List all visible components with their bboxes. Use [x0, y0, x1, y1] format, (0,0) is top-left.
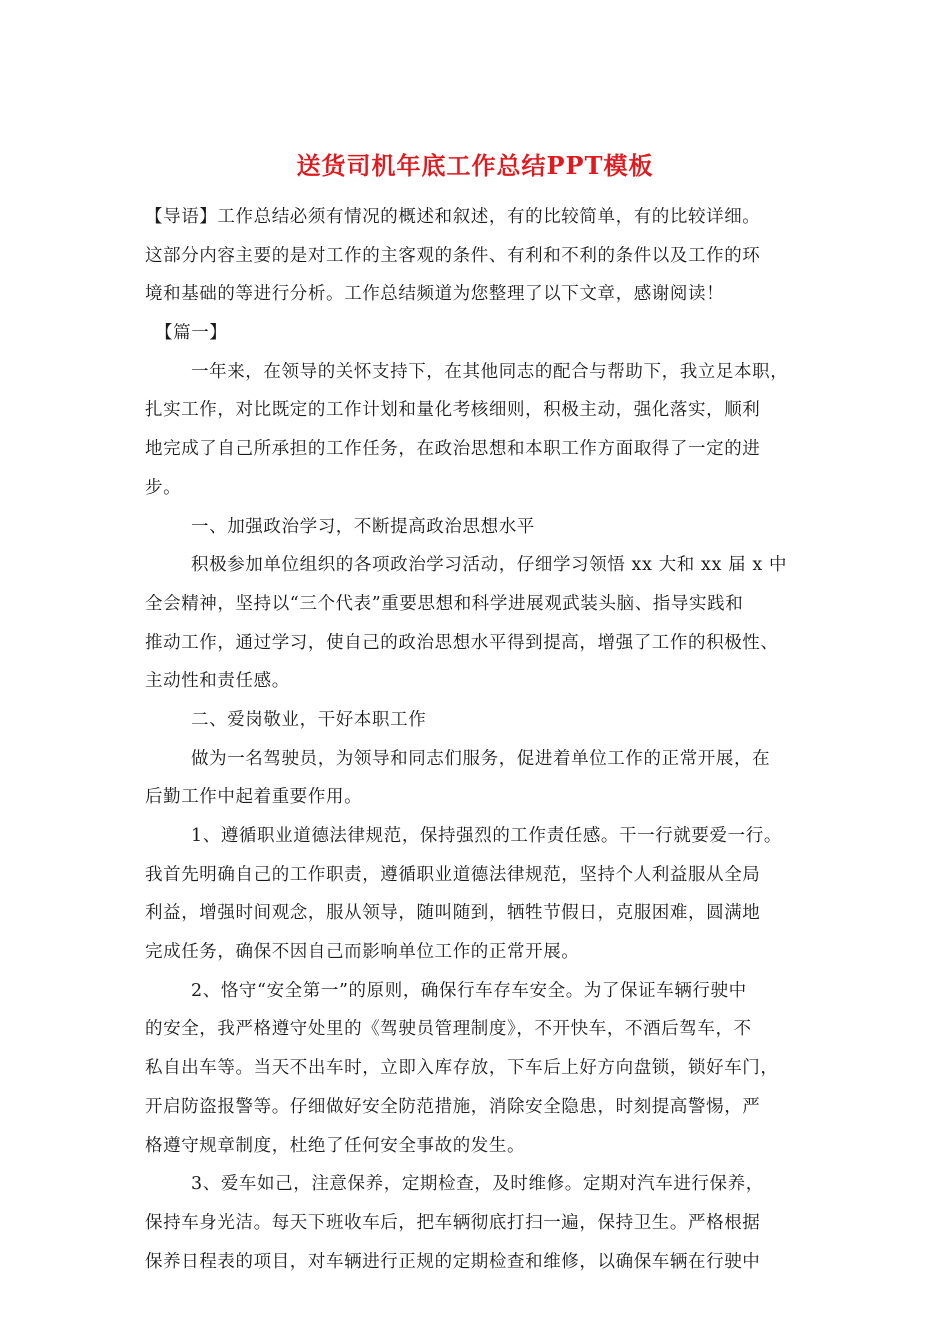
document-title: 送货司机年底工作总结PPT模板 [296, 151, 654, 180]
text-line: 这部分内容主要的是对工作的主客观的条件、有利和不利的条件以及工作的环 [145, 245, 761, 266]
text-line: 保养日程表的项目，对车辆进行正规的定期检查和维修，以确保车辆在行驶中 [145, 1251, 761, 1272]
text-line: 后勤工作中起着重要作用。 [145, 787, 363, 808]
text-line: 步。 [145, 477, 182, 498]
text-line: 全会精神，坚持以“三个代表”重要思想和科学进展观武装头脑、指导实践和 [145, 593, 744, 614]
text-line: 【导语】工作总结必须有情况的概述和叙述，有的比较简单，有的比较详细。 [145, 207, 761, 227]
text-line: 推动工作，通过学习，使自己的政治思想水平得到提高，增强了工作的积极性、 [145, 632, 779, 653]
text-line: 【篇一】 [155, 323, 228, 344]
text-line: 利益，增强时间观念，服从领导，随叫随到，牺牲节假日，克服困难，圆满地 [145, 903, 761, 924]
text-line: 积极参加单位组织的各项政治学习活动，仔细学习领悟 xx 大和 xx 届 x 中 [191, 555, 788, 576]
text-line: 的安全，我严格遵守处里的《驾驶员管理制度》，不开快车，不酒后驾车，不 [145, 1019, 752, 1040]
text-line: 一、加强政治学习，不断提高政治思想水平 [191, 516, 535, 537]
document-body [145, 198, 820, 1281]
text-line: 地完成了自己所承担的工作任务，在政治思想和本职工作方面取得了一定的进 [145, 439, 761, 460]
text-line: 格遵守规章制度，杜绝了任何安全事故的发生。 [145, 1135, 526, 1156]
text-line: 3、爱车如己，注意保养，定期检查，及时维修。定期对汽车进行保养， [191, 1174, 764, 1195]
text-line: 2、恪守“安全第一”的原则，确保行车存车安全。为了保证车辆行驶中 [191, 980, 747, 1001]
text-line: 保持车身光洁。每天下班收车后，把车辆彻底打扫一遍，保持卫生。严格根据 [145, 1212, 761, 1233]
text-line: 开启防盗报警等。仔细做好安全防范措施，消除安全隐患，时刻提高警惕，严 [145, 1096, 761, 1117]
text-line: 做为一名驾驶员，为领导和同志们服务，促进着单位工作的正常开展，在 [191, 748, 771, 769]
text-line: 我首先明确自己的工作职责，遵循职业道德法律规范，坚持个人利益服从全局 [145, 864, 761, 885]
text-line: 完成任务，确保不因自己而影响单位工作的正常开展。 [145, 942, 580, 963]
text-line: 二、爱岗敬业，干好本职工作 [191, 709, 427, 730]
text-line: 1、遵循职业道德法律规范，保持强烈的工作责任感。干一行就要爱一行。 [191, 826, 782, 846]
text-line: 境和基础的等进行分析。工作总结频道为您整理了以下文章，感谢阅读！ [145, 284, 725, 305]
text-line: 主动性和责任感。 [145, 671, 290, 692]
text-line: 私自出车等。当天不出车时，立即入库存放，下车后上好方向盘锁，锁好车门， [145, 1058, 779, 1079]
text-line: 一年来，在领导的关怀支持下，在其他同志的配合与帮助下，我立足本职， [191, 361, 789, 382]
text-line: 扎实工作，对比既定的工作计划和量化考核细则，积极主动，强化落实，顺利 [145, 400, 761, 421]
